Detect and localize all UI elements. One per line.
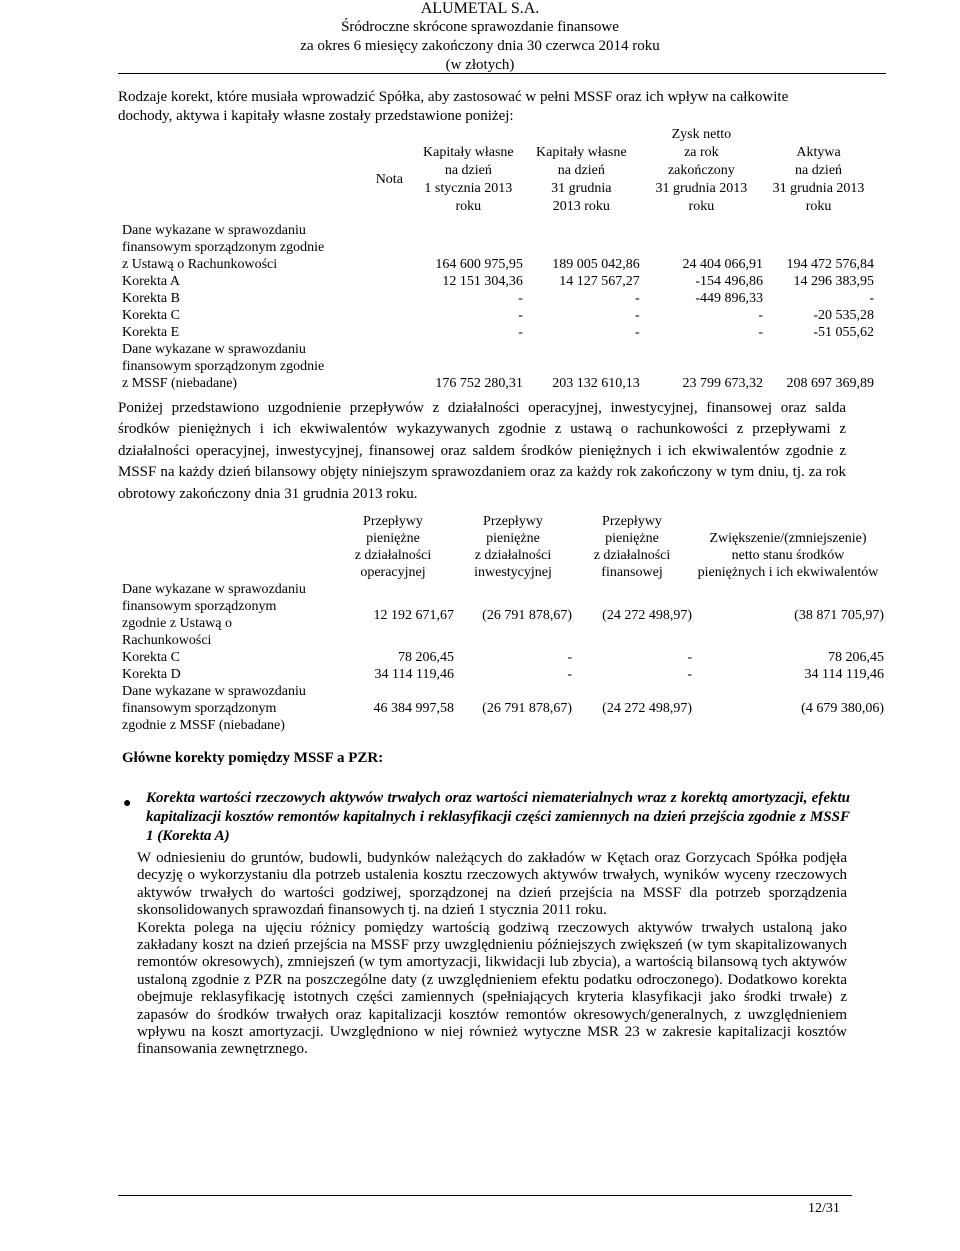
cashflow-reconciliation-table [122, 513, 884, 734]
table-row [122, 324, 874, 341]
header-empty [122, 126, 365, 216]
cell-value: - [567, 650, 572, 665]
cell-value: - [567, 667, 572, 682]
cell-value: -51 055,62 [813, 325, 874, 340]
company-name: ALUMETAL S.A. [420, 0, 540, 17]
korekta-a-body [137, 850, 847, 1059]
table-header-row [122, 513, 884, 581]
cell-value: (26 791 878,67) [482, 607, 572, 623]
cell-value: -154 496,86 [695, 274, 764, 289]
table-header-row [122, 126, 874, 216]
korekta-a-paragraph: W odniesieniu do gruntów, budowli, budynków należących do zakładów w Kętach oraz Gorzycach Spółka podjęła decyzję o wykorzystaniu dla potrzeb ustalenia kosztu rzeczowych aktywów trwałych, wyników wyceny rzeczowych aktywów trwałych do wartości godziwej, sporządzonej na dzień przejścia na MSSF dla potrzeb sporządzenia skonsolidowanych sprawozdań finansowych tj. na dzień 1 stycznia 2011 roku. [137, 850, 847, 919]
header-col1: Kapitały własne na dzień 1 stycznia 2013 roku [423, 145, 514, 214]
cell-value: -20 535,28 [813, 308, 874, 323]
header-col3: Zysk netto za rok zakończony 31 grudnia 2013 roku [655, 127, 748, 214]
footer-divider [118, 1195, 852, 1196]
header-empty [122, 513, 332, 581]
cell-value: - [518, 308, 523, 323]
cell-value: 78 206,45 [828, 650, 884, 665]
cell-value: - [758, 325, 764, 340]
cell-value: - [635, 308, 640, 323]
cell-value: 14 296 383,95 [793, 274, 874, 289]
cell-value: - [518, 325, 523, 340]
cell-value: 23 799 673,32 [682, 376, 764, 391]
cell-value: 164 600 975,95 [435, 257, 523, 272]
cell-value: - [518, 291, 523, 306]
cell-value: - [869, 291, 874, 306]
cell-value: 34 114 119,46 [804, 667, 884, 682]
cell-value: (38 871 705,97) [794, 607, 884, 623]
cell-value: -449 896,33 [695, 291, 764, 306]
cell-value: 46 384 997,58 [373, 701, 454, 716]
cashflow-intro-paragraph: Poniżej przedstawiono uzgodnienie przepływów z działalności operacyjnej, inwestycyjnej, finansowej oraz salda środków pieniężnych i ich ekwiwalentów wykazywanych zgodnie z ustawą o rachunkowości z przepływami z działalności operacyjnej, inwestycyjnej, finansowej oraz saldem środków pieniężnych i ich ekwiwalentów zgodnie z MSSF na każdy dzień bilansowy objęty niniejszym sprawozdaniem oraz za każdy rok zakończony w tym dniu, tj. za rok obrotowy zakończony dnia 31 grudnia 2013 roku. [118, 400, 846, 502]
cell-value: - [635, 325, 640, 340]
intro-paragraph: Rodzaje korekt, które musiała wprowadzić Spółka, aby zastosować w pełni MSSF oraz ich wpływ na całkowite dochody, aktywa i kapitały własne zostały przedstawione poniżej: [118, 89, 789, 124]
cell-value: 12 192 671,67 [373, 607, 454, 623]
table-row [122, 341, 874, 392]
row-label: Dane wykazane w sprawozdaniu finansowym sporządzonym zgodnie z Ustawą o Rachunkowości [122, 582, 306, 648]
cell-value: 194 472 576,84 [786, 257, 874, 272]
header-divider [118, 73, 886, 74]
korekta-a-paragraph: Korekta polega na ujęciu różnicy pomiędzy wartością godziwą rzeczowych aktywów trwałych ustaloną jako zakładany koszt na dzień przejścia na MSSF przy uwzględnieniu późniejszych zwiększeń (w tym skapitalizowanych remontów okresowych), zmniejszeń (w tym amortyzacji, likwidacji lub zbycia), a wartością bilansową tych aktywów ustaloną zgodnie z PZR na poszczególne daty (z uwzględnieniem efektu podatku odroczonego). Dodatkowo korekta obejmuje reklasyfikację istotnych części zamiennych (spełniających kryteria klasyfikacji jako środki trwałe) z zapasów do środków trwałych oraz kapitalizacji kosztów remontów okresowych/generalnych, z uwzględnieniem wpływu na koszt amortyzacji. Uwzględniono w niej również wytyczne MSR 23 w zakresie kapitalizacji kosztów finansowania zewnętrznego. [137, 919, 847, 1058]
header-col1: Przepływy pieniężne z działalności operacyjnej [354, 514, 432, 580]
row-label: Korekta C [122, 650, 180, 665]
header-col4: Aktywa na dzień 31 grudnia 2013 roku [772, 145, 865, 214]
cell-value: 34 114 119,46 [374, 667, 454, 682]
cell-value: - [687, 650, 692, 665]
header-col2: Kapitały własne na dzień 31 grudnia 2013 roku [536, 145, 627, 214]
cell-value: - [687, 667, 692, 682]
header-col2: Przepływy pieniężne z działalności inwestycyjnej [474, 514, 552, 580]
table-row [122, 307, 874, 324]
header-col4: Zwiększenie/(zmniejszenie) netto stanu środków pieniężnych i ich ekwiwalentów [697, 531, 879, 580]
page-number: 12/31 [808, 1201, 840, 1216]
row-label: Dane wykazane w sprawozdaniu finansowym sporządzonym zgodnie z Ustawą o Rachunkowości [122, 223, 325, 272]
table-row [122, 581, 884, 649]
section-heading: Główne korekty pomiędzy MSSF a PZR: [122, 750, 384, 766]
table-row [122, 290, 874, 307]
report-unit: (w złotych) [445, 57, 515, 73]
korekta-a-title: Korekta wartości rzeczowych aktywów trwałych oraz wartości niematerialnych wraz z korektą amortyzacji, efektu kapitalizacji kosztów remontów kapitalnych i reklasyfikacji części zamiennych na dzień przejścia zgodnie z MSSF 1 (Korekta A) [146, 790, 850, 844]
table-row [122, 649, 884, 666]
cell-value: 14 127 567,27 [559, 274, 640, 289]
row-label: Korekta A [122, 274, 180, 289]
row-label: Korekta D [122, 667, 181, 682]
cell-value: 24 404 066,91 [682, 257, 764, 272]
row-label: Korekta C [122, 308, 180, 323]
page-header [0, 0, 960, 75]
cell-value: (24 272 498,97) [602, 701, 692, 716]
bullet-icon: ● [123, 796, 132, 811]
cell-value: 78 206,45 [398, 650, 454, 665]
row-label: Korekta B [122, 291, 180, 306]
cell-value: 12 151 304,36 [442, 274, 523, 289]
cell-value: - [635, 291, 640, 306]
header-col3: Przepływy pieniężne z działalności finansowej [593, 514, 671, 580]
cell-value: 189 005 042,86 [552, 257, 640, 272]
table-row [122, 216, 874, 273]
report-title: Śródroczne skrócone sprawozdanie finansowe [341, 19, 619, 35]
cell-value: (24 272 498,97) [602, 607, 692, 623]
cell-value: 203 132 610,13 [552, 376, 640, 391]
header-nota: Nota [375, 172, 403, 187]
equity-reconciliation-table [122, 126, 874, 392]
cell-value: 208 697 369,89 [786, 376, 874, 391]
cell-value: - [758, 308, 764, 323]
row-label: Dane wykazane w sprawozdaniu finansowym sporządzonym zgodnie z MSSF (niebadane) [122, 342, 325, 391]
table-row [122, 273, 874, 290]
row-label: Korekta E [122, 325, 180, 340]
row-label: Dane wykazane w sprawozdaniu finansowym sporządzonym zgodnie z MSSF (niebadane) [122, 684, 306, 733]
table-row [122, 683, 884, 734]
report-period: za okres 6 miesięcy zakończony dnia 30 czerwca 2014 roku [300, 38, 660, 54]
cell-value: (4 679 380,06) [801, 701, 884, 716]
cell-value: 176 752 280,31 [435, 376, 523, 391]
cell-value: (26 791 878,67) [482, 701, 572, 716]
table-row [122, 666, 884, 683]
